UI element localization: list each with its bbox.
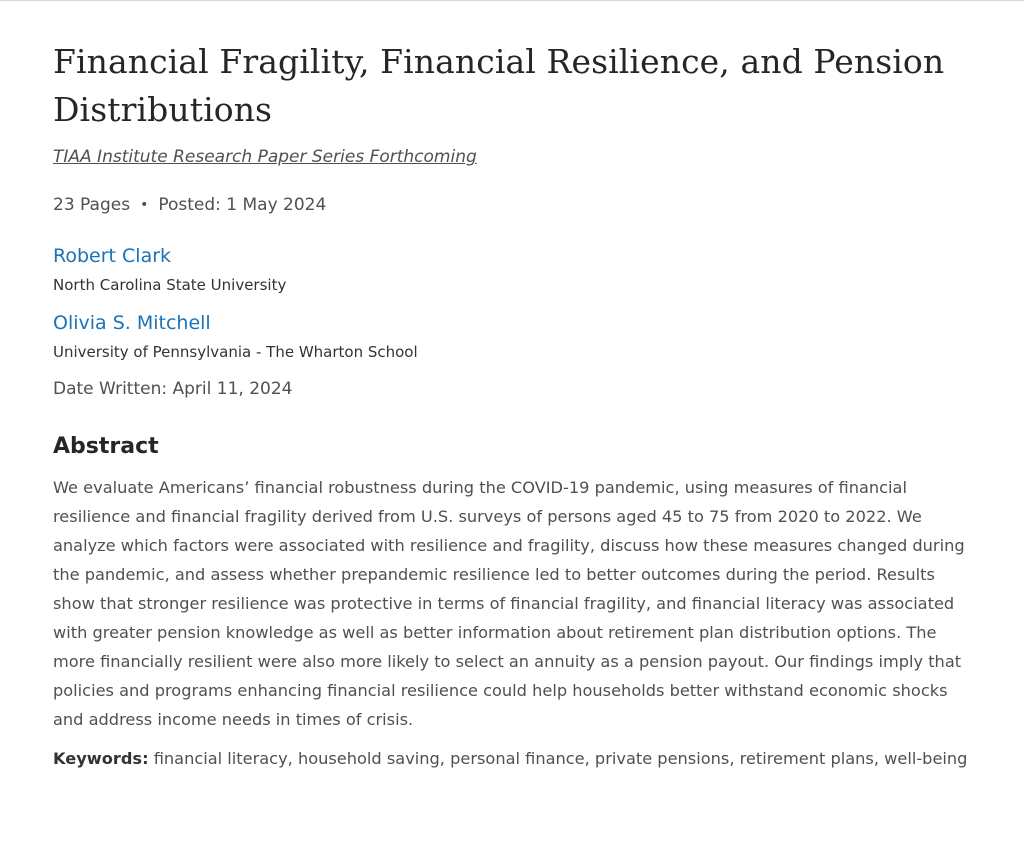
- author-name-link[interactable]: Robert Clark: [53, 245, 172, 267]
- paper-title: Financial Fragility, Financial Resilience, and Pension Distributions: [53, 42, 945, 129]
- meta-separator: •: [140, 197, 149, 213]
- date-written: Date Written: April 11, 2024: [53, 379, 293, 399]
- posted-date: Posted: 1 May 2024: [158, 195, 327, 215]
- paper-meta: [53, 194, 993, 217]
- author-name-link[interactable]: Olivia S. Mitchell: [53, 312, 211, 334]
- page-count: 23 Pages: [53, 195, 131, 215]
- top-divider: [0, 0, 1024, 1]
- author-affiliation: North Carolina State University: [53, 276, 287, 294]
- series-link[interactable]: TIAA Institute Research Paper Series Forthcoming: [53, 147, 477, 167]
- keywords-label: Keywords:: [53, 749, 149, 768]
- paper-page: [53, 38, 993, 773]
- keywords: [53, 744, 978, 773]
- author-block: [53, 244, 993, 295]
- keywords-text: financial literacy, household saving, personal finance, private pensions, retirement plans, well-being: [153, 749, 968, 768]
- author-block: [53, 311, 993, 362]
- abstract-heading: Abstract: [53, 434, 159, 459]
- author-affiliation: University of Pennsylvania - The Wharton School: [53, 343, 418, 361]
- abstract-text: We evaluate Americans’ financial robustness during the COVID-19 pandemic, using measures of financial resilience and financial fragility derived from U.S. surveys of persons aged 45 to 75 from 2020 to 2022. We analyze which factors were associated with resilience and fragility, discuss how these measures changed during the pandemic, and assess whether prepandemic resilience led to better outcomes during the period. Results show that stronger resilience was protective in terms of financial fragility, and financial literacy was associated with greater pension knowledge as well as better information about retirement plan distribution options. The more financially resilient were also more likely to select an annuity as a pension payout. Our findings imply that policies and programs enhancing financial resilience could help households better withstand economic shocks and address income needs in times of crisis.: [53, 478, 965, 729]
